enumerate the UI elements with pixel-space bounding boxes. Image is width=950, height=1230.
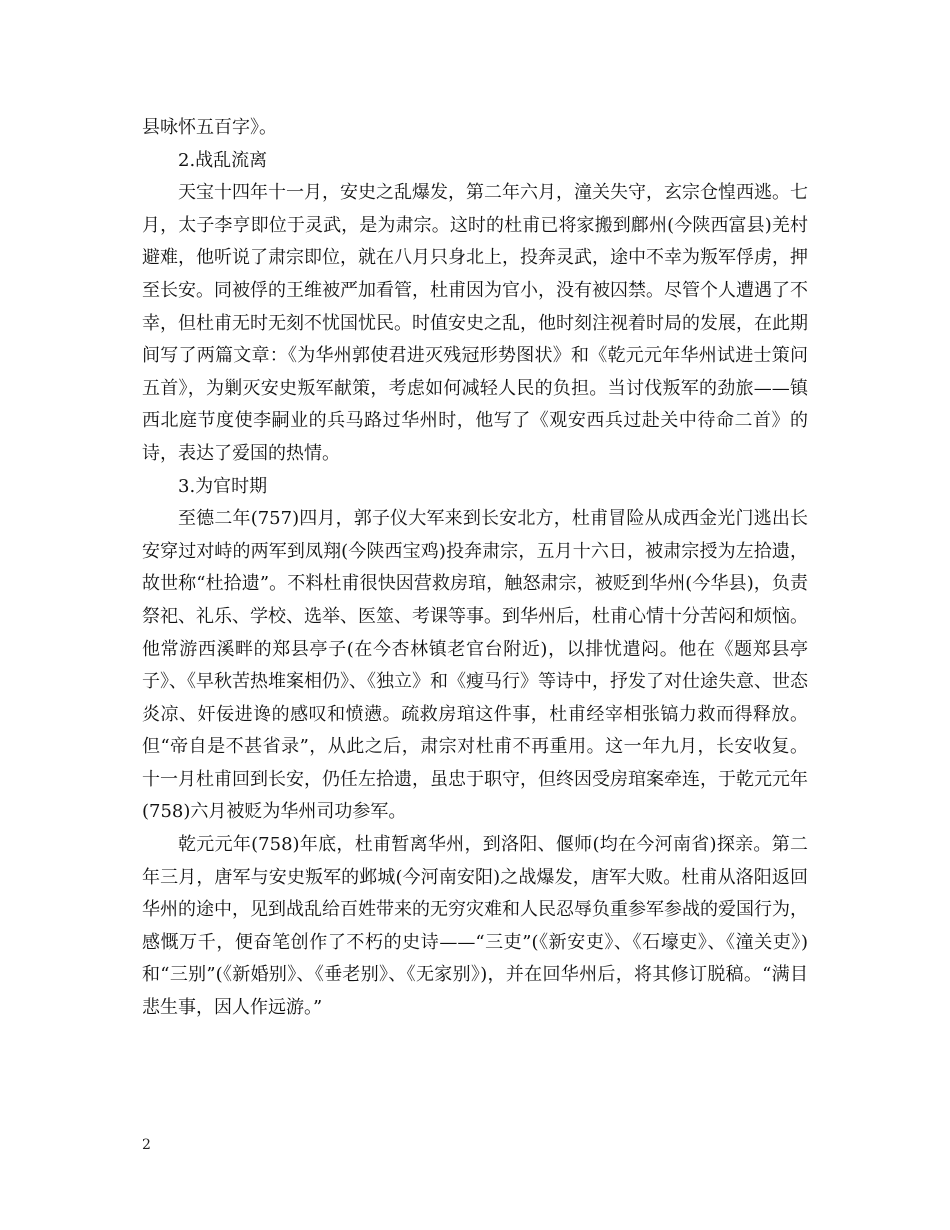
page-body bbox=[142, 112, 808, 1025]
paragraph: 天宝十四年十一月，安史之乱爆发，第二年六月，潼关失守，玄宗仓惶西逃。七月，太子李亨即位于灵武，是为肃宗。这时的杜甫已将家搬到鄜州(今陕西富县)羌村避难，他听说了肃宗即位，就在八月只身北上，投奔灵武，途中不幸为叛军俘虏，押至长安。同被俘的王维被严加看管，杜甫因为官小，没有被囚禁。尽管个人遭遇了不幸，但杜甫无时无刻不忧国忧民。时值安史之乱，他时刻注视着时局的发展，在此期间写了两篇文章：《为华州郭使君进灭残冠形势图状》和《乾元元年华州试进士策问五首》，为剿灭安史叛军献策，考虑如何减轻人民的负担。当讨伐叛军的劲旅——镇西北庭节度使李嗣业的兵马路过华州时，他写了《观安西兵过赴关中待命二首》的诗，表达了爱国的热情。 bbox=[142, 182, 808, 464]
page-number: 2 bbox=[142, 1137, 151, 1153]
paragraph: 乾元元年(758)年底，杜甫暂离华州，到洛阳、偃师(均在今河南省)探亲。第二年三月，唐军与安史叛军的邺城(今河南安阳)之战爆发，唐军大败。杜甫从洛阳返回华州的途中，见到战乱给百姓带来的无穷灾难和人民忍辱负重参军参战的爱国行为，感慨万千，便奋笔创作了不朽的史诗——“三吏”(《新安吏》、《石壕吏》、《潼关吏》)和“三别”(《新婚别》、《垂老别》、《无家别》)，并在回华州后，将其修订脱稿。“满目悲生事，因人作远游。” bbox=[142, 834, 808, 1019]
section-heading: 2.战乱流离 bbox=[178, 149, 268, 171]
paragraph: 至德二年(757)四月，郭子仪大军来到长安北方，杜甫冒险从成西金光门逃出长安穿过对峙的两军到凤翔(今陕西宝鸡)投奔肃宗，五月十六日，被肃宗授为左拾遗，故世称“杜拾遗”。不料杜甫很快因营救房琯，触怒肃宗，被贬到华州(今华县)，负责祭祀、礼乐、学校、选举、医筮、考课等事。到华州后，杜甫心情十分苦闷和烦恼。他常游西溪畔的郑县亭子(在今杏林镇老官台附近)，以排忧遣闷。他在《题郑县亭子》、《早秋苦热堆案相仍》、《独立》和《瘦马行》等诗中，抒发了对仕途失意、世态炎凉、奸佞进谗的感叹和愤懑。疏救房琯这件事，杜甫经宰相张镐力救而得释放。但“帝自是不甚省录”，从此之后，肃宗对杜甫不再重用。这一年九月，长安收复。十一月杜甫回到长安，仍任左拾遗，虽忠于职守，但终因受房琯案牵连，于乾元元年(758)六月被贬为华州司功参军。 bbox=[142, 508, 808, 823]
paragraph: 县咏怀五百字》。 bbox=[142, 117, 277, 138]
section-heading: 3.为官时期 bbox=[178, 475, 268, 497]
